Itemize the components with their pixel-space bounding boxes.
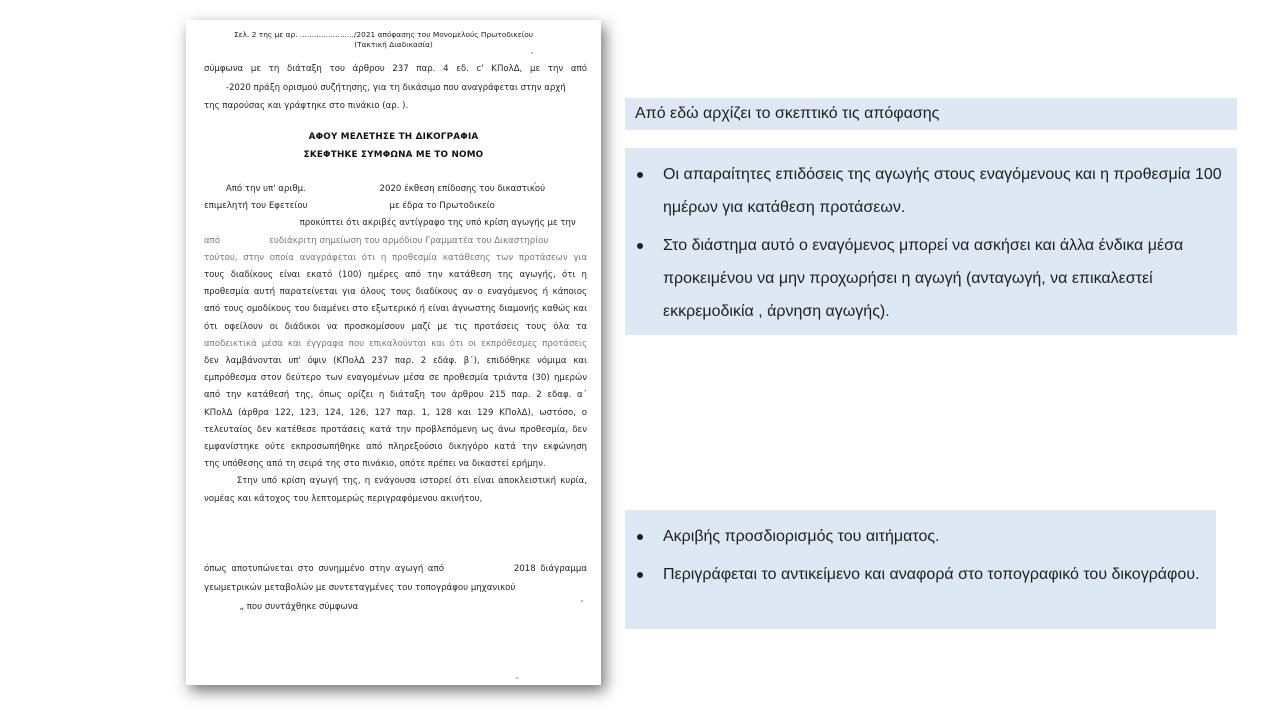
document-line: σύμφωνα με τη διάταξη του άρθρου 237 παρ. 4 εδ. c' ΚΠολΔ, με την από [204, 64, 587, 74]
scanned-court-decision-page [186, 20, 601, 685]
document-line: Από την υπ' αριθμ. 2020 έκθεση επίδοσης του δικαστικού [204, 184, 546, 194]
scan-speck [516, 677, 518, 679]
document-line: όπως αποτυπώνεται στο συνημμένο στην αγωγή από 2018 διάγραμμα [204, 564, 587, 574]
document-line: από την κατάθεσή της, όπως ορίζει η διάταξη του άρθρου 215 παρ. 2 εδαφ. α΄ [204, 390, 587, 401]
document-line: -2020 πράξη ορισμού συζήτησης, για τη δικάσιμο που αναγράφεται στην αρχή [204, 83, 566, 93]
annotation-box-intro [625, 98, 1237, 130]
document-line: από ευδιάκριτη σημείωση του αρμόδιου Γραμματέα του Δικαστηρίου [204, 235, 549, 246]
document-section-title: ΣΚΕΦΤΗΚΕ ΣΥΜΦΩΝΑ ΜΕ ΤΟ ΝΟΜΟ [303, 150, 484, 160]
document-line: επιμελητή του Εφετείου με έδρα το Πρωτοδικείο [204, 201, 495, 212]
bullet-text: Οι απαραίτητες επιδόσεις της αγωγής στους εναγόμενους και η προθεσμία 100 ημέρων για κατάθεση προτάσεων. [663, 166, 1222, 216]
document-line: Στην υπό κρίση αγωγή της, η ενάγουσα ιστορεί ότι είναι αποκλειστική κυρία, [204, 476, 587, 487]
document-line: ΚΠολΔ (άρθρα 122, 123, 124, 126, 127 παρ. 1, 128 και 129 ΚΠολΔ), ωστόσο, ο [204, 407, 587, 418]
document-line: της υπόθεσης από τη σειρά της στο πινάκιο, οπότε πρέπει να δικαστεί ερήμην. [204, 459, 546, 470]
document-line: τούτου, στην οποία αναγράφεται ότι η προθεσμία κατάθεσης των προτάσεων για [204, 252, 587, 263]
bullet-icon [637, 572, 643, 578]
document-line: αποδεικτικά μέσα και έγγραφα που επικαλούνται και ότι οι εκπρόθεσμες προτάσεις [204, 338, 587, 349]
document-header-line: Σελ. 2 της με αρ. ......................./2021 απόφασης του Μονομελούς Πρωτοδικείου [233, 30, 534, 39]
document-line: από τους ομοδίκους του διαμένει στο εξωτερικό ή είναι άγνωστης διαμονής καθώς και [204, 304, 587, 315]
annotation-box-claim [625, 510, 1216, 629]
bullet-text: Περιγράφεται το αντικείμενο και αναφορά στο τοπογραφικό του δικογράφου. [663, 566, 1200, 583]
bullet-icon [637, 172, 643, 178]
document-line: προκύπτει ότι ακριβές αντίγραφο της υπό κρίση αγωγής με την [204, 218, 576, 229]
bullet-text: Ακριβής προσδιορισμός του αιτήματος. [663, 528, 940, 545]
annotation-intro-text: Από εδώ αρχίζει το σκεπτικό τις απόφασης [635, 105, 940, 122]
bullet-list [625, 520, 1206, 596]
bullet-item [625, 558, 1206, 591]
bullet-icon [637, 243, 643, 249]
document-line: της παρούσας και γράφτηκε στο πινάκιο (αρ. ). [204, 101, 409, 111]
bullet-item [625, 520, 1206, 553]
document-line: τελευταίος δεν κατέθεσε προτάσεις κατά την προβλεπόμενη ως άνω προθεσμία, δεν [204, 424, 587, 435]
scan-speck [531, 52, 533, 54]
document-section-title: ΑΦΟΥ ΜΕΛΕΤΗΣΕ ΤΗ ΔΙΚΟΓΡΑΦΙΑ [308, 132, 479, 142]
bullet-item [625, 229, 1227, 328]
bullet-text: Στο διάστημα αυτό ο εναγόμενος μπορεί να ασκήσει και άλλα ένδικα μέσα προκειμένου να μην προχωρήσει η αγωγή (ανταγωγή, να επικαλεστεί εκκρεμοδικία , άρνηση αγωγής). [663, 237, 1184, 320]
document-line: „ που συντάχθηκε σύμφωνα [204, 602, 359, 612]
document-line: εμπρόθεσμα στον δεύτερο των εναγομένων μέσα σε προθεσμία τριάντα (30) ημερών [204, 373, 587, 384]
document-header-subtitle: (Τακτική Διαδικασία) [354, 40, 433, 49]
bullet-item [625, 158, 1227, 224]
document-line: ότι οφείλουν οι διάδικοι να προσκομίσουν μαζί με τις προτάσεις τους όλα τα [204, 321, 587, 332]
document-line: προθεσμία αυτή παρατείνεται για όλους τους διαδίκους αν ο εναγόμενος ή κάποιος [204, 287, 587, 298]
document-line: γεωμετρικών μεταβολών με συντεταγμένες του τοπογράφου μηχανικού [204, 583, 516, 593]
document-line: τους διαδίκους είναι εκατό (100) ημέρες από την κατάθεση της αγωγής, ότι η [204, 270, 587, 280]
bullet-list [625, 158, 1227, 333]
document-line: εμφανίστηκε ούτε εκπροσωπήθηκε από πληρεξούσιο δικηγόρο κατά την εκφώνηση [204, 442, 587, 452]
document-line: νομέας και κάτοχος του λεπτομερώς περιγραφόμενου ακινήτου, [204, 493, 483, 504]
annotation-box-deadlines [625, 148, 1237, 335]
document-header [186, 30, 601, 50]
document-line: δεν λαμβάνονται υπ' όψιν (ΚΠολΔ 237 παρ. 2 εδάφ. β΄), επιδόθηκε νόμιμα και [204, 356, 587, 366]
bullet-icon [637, 534, 643, 540]
